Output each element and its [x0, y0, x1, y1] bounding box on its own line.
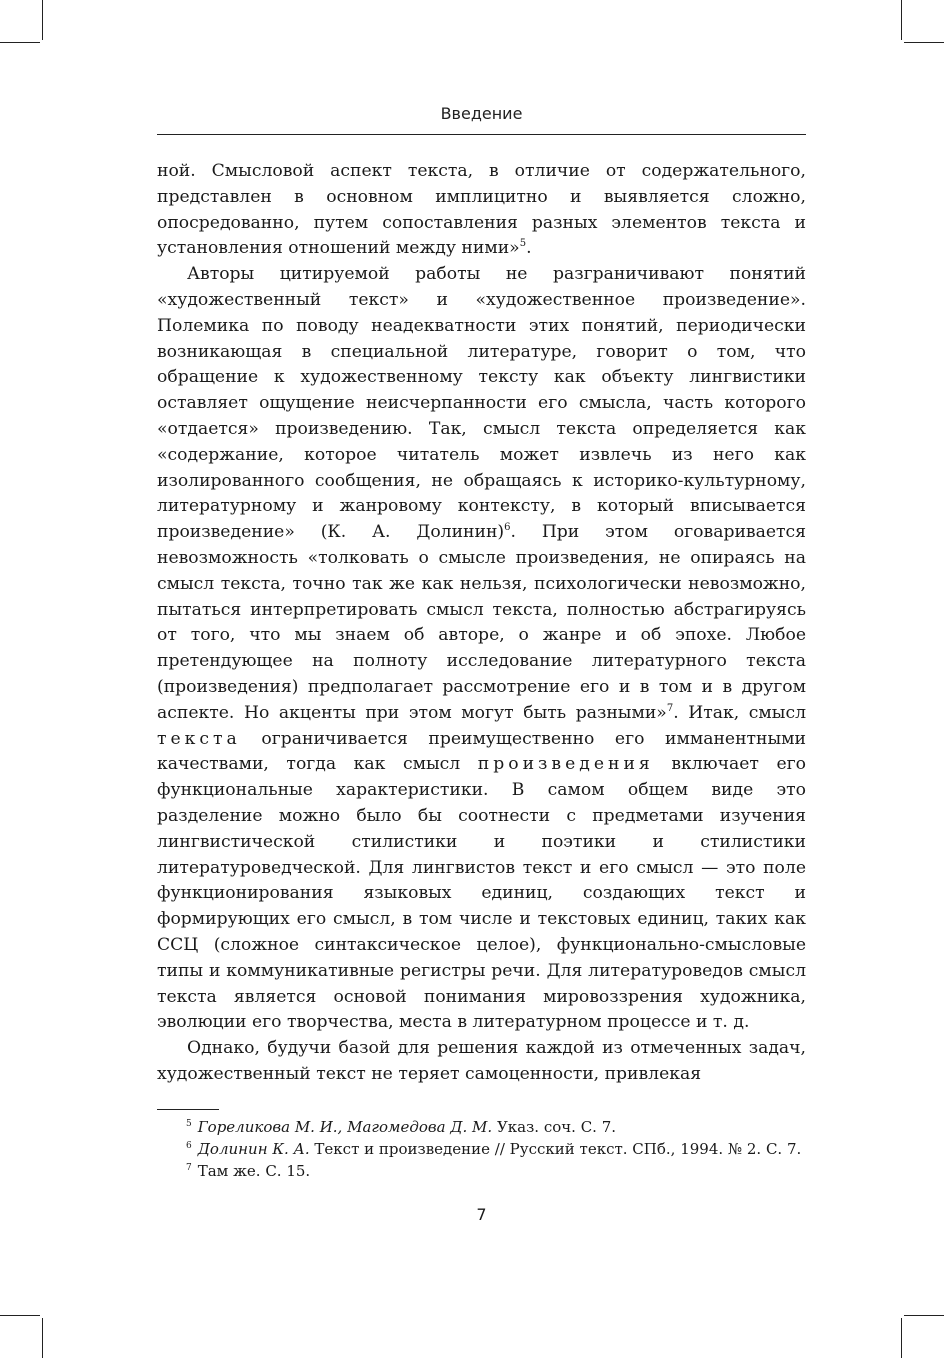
footnote-ref: 7	[666, 702, 674, 714]
footnote-text: Там же. С. 15.	[197, 1162, 311, 1180]
paragraph-text: ограничивается преимущественно его имманентными качествами, тогда как смысл	[157, 728, 806, 775]
crop-mark	[42, 1318, 43, 1358]
crop-mark	[904, 1315, 944, 1316]
paragraph-text: включает его функциональные характеристики. В самом общем виде это разделение можно было бы соотнести с предметами изучения лингвистической стилистики и поэтики и стилистики литературоведческой. Для лингвистов текст и его смысл — это поле функционирования языковых единиц, создающих текст и формирующих его смысл, в том числе и текстовых единиц, таких как ССЦ (сложное синтаксическое целое), функционально-смысловые типы и коммуникативные регистры речи. Для литературоведов смысл текста является основой понимания мировоззрения художника, эволюции его творчества, места в литературном процессе и т. д.	[157, 754, 807, 1033]
footnote	[186, 1160, 806, 1182]
paragraph	[157, 159, 806, 262]
crop-mark	[904, 42, 944, 43]
header-rule	[157, 134, 806, 135]
paragraph-text: Авторы цитируемой работы не разграничивают понятий «художественный текст» и «художественное произведение». Полемика по поводу неадекватности этих понятий, периодически возникающая в специальной литературе, говорит о том, что обращение к художественному тексту как объекту лингвистики оставляет ощущение неисчерпанности его смысла, часть которого «отдается» произведению. Так, смысл текста определяется как «содержание, которое читатель может извлечь из него как изолированного сообщения, не обращаясь к историко-культурному, литературному и жанровому контексту, в который вписывается произведение» (К. А. Долинин)	[157, 264, 806, 543]
crop-mark	[901, 1318, 902, 1358]
paragraph-text: ной. Смысловой аспект текста, в отличие от содержательного, представлен в основном имплицитно и выявляется сложно, опосредованно, путем сопоставления разных элементов текста и установления отношений между ними»	[157, 161, 806, 259]
footnote-text: Текст и произведение // Русский текст. СПб., 1994. № 2. С. 7.	[309, 1140, 802, 1158]
body-text	[157, 159, 806, 1088]
footnote-ref: 6	[504, 522, 511, 534]
footnotes	[186, 1116, 806, 1182]
paragraph-text: . Итак, смысл	[673, 702, 806, 723]
crop-mark	[901, 0, 902, 40]
footnote	[186, 1116, 806, 1138]
emphasis-spaced: текста	[157, 728, 241, 749]
crop-mark	[42, 0, 43, 40]
paragraph-text: Однако, будучи базой для решения каждой из отмеченных задач, художественный текст не теряет самоценности, привлекая	[157, 1038, 806, 1084]
running-head: Введение	[440, 104, 523, 123]
paragraph	[157, 262, 806, 1036]
paragraph-text: .	[526, 238, 532, 259]
footnote-text: Указ. соч. С. 7.	[492, 1118, 617, 1136]
footnote-number: 5	[186, 1119, 192, 1129]
footnote-number: 6	[186, 1141, 192, 1151]
footnote-author: Гореликова М. И., Магомедова Д. М.	[197, 1118, 493, 1136]
page-number: 7	[476, 1205, 487, 1224]
crop-mark	[0, 1315, 40, 1316]
footnote	[186, 1138, 806, 1160]
footnote-ref: 5	[519, 238, 527, 250]
crop-mark	[0, 42, 40, 43]
footnote-author: Долинин К. А.	[197, 1140, 310, 1158]
footnote-number: 7	[186, 1163, 192, 1173]
footnote-rule	[157, 1109, 219, 1110]
emphasis-spaced: произведения	[477, 754, 654, 775]
paragraph	[157, 1036, 806, 1088]
paragraph-text: . При этом оговаривается невозможность «толковать о смысле произведения, не опираясь на смысл текста, точно так же как нельзя, психологически невозможно, пытаться интерпретировать смысл текста, полностью абстрагируясь от того, что мы знаем об авторе, о жанре и об эпохе. Любое претендующее на полноту исследование литературного текста (произведения) предполагает рассмотрение его и в том и в другом аспекте. Но акценты при этом могут быть разными»	[157, 522, 806, 723]
